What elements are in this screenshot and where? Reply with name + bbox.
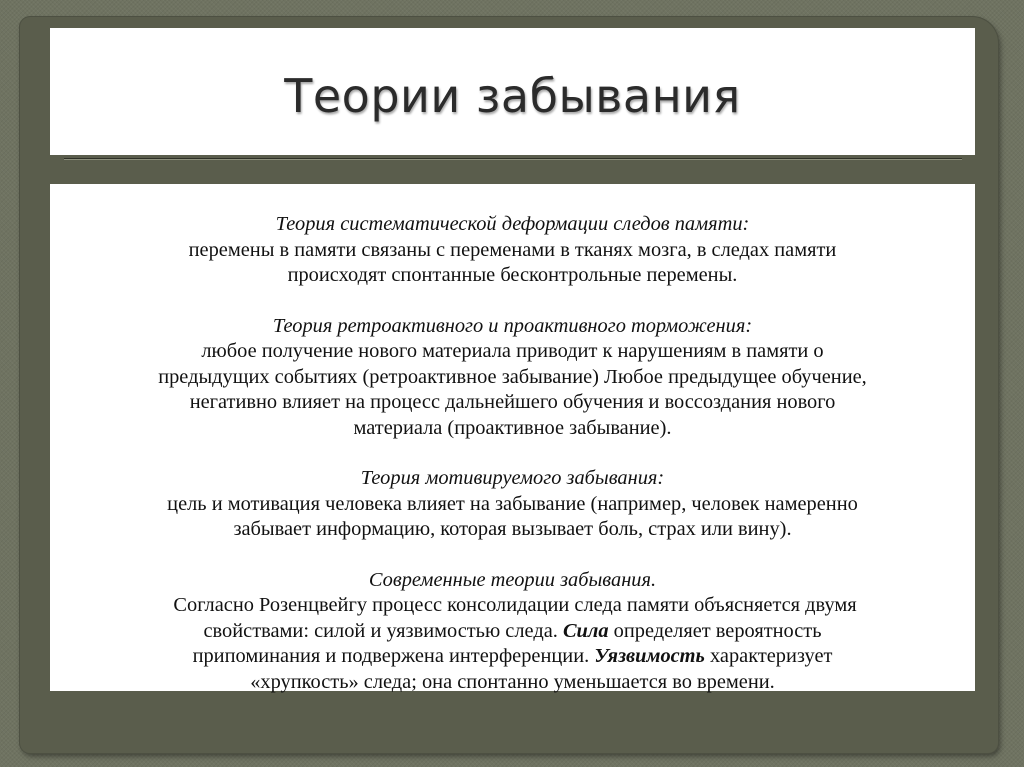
line-text: припоминания и подвержена интерференции. (192, 645, 595, 667)
section-line: материала (проактивное забывание). (353, 416, 672, 439)
section-line: цель и мотивация человека влияет на забывание (например, человек намеренно (167, 492, 858, 515)
section-line: забывает информацию, которая вызывает боль, страх или вину). (233, 518, 792, 540)
section-line: любое получение нового материала приводит к нарушениям в памяти о (201, 340, 824, 362)
section-heading: Теория ретроактивного и проактивного торможения: (272, 314, 753, 337)
term-strength: Сила (562, 619, 609, 642)
section-heading: Современные теории забывания. (368, 568, 657, 591)
slide-title: Теории забывания (284, 68, 741, 123)
term-vulnerability: Уязвимость (594, 645, 705, 667)
line-text: характеризует (704, 645, 833, 667)
line-text: определяет вероятность (608, 619, 822, 642)
section-line (60, 619, 965, 645)
section-line: предыдущих событиях (ретроактивное забывание) Любое предыдущее обучение, (158, 365, 867, 388)
content-text (60, 212, 965, 695)
content-area (50, 184, 975, 691)
section-line: перемены в памяти связаны с переменами в тканях мозга, в следах памяти (188, 238, 837, 261)
line-text: свойствами: силой и уязвимостью следа. (203, 619, 563, 642)
title-divider (64, 158, 962, 160)
section-heading: Теория мотивируемого забывания: (360, 467, 665, 489)
section-inhibition-theory (60, 314, 965, 442)
section-motivated-forgetting (60, 466, 965, 543)
section-line: «хрупкость» следа; она спонтанно уменьшается во времени. (250, 670, 775, 693)
section-line (60, 644, 965, 670)
section-line: негативно влияет на процесс дальнейшего обучения и воссоздания нового (189, 391, 836, 413)
section-modern-theories (60, 568, 965, 696)
section-line: происходят спонтанные бесконтрольные перемены. (287, 264, 738, 286)
section-line: Согласно Розенцвейгу процесс консолидации следа памяти объясняется двумя (168, 594, 857, 616)
section-heading: Теория систематической деформации следов памяти: (275, 213, 750, 235)
section-deformation-theory (60, 212, 965, 289)
title-area (50, 28, 975, 155)
